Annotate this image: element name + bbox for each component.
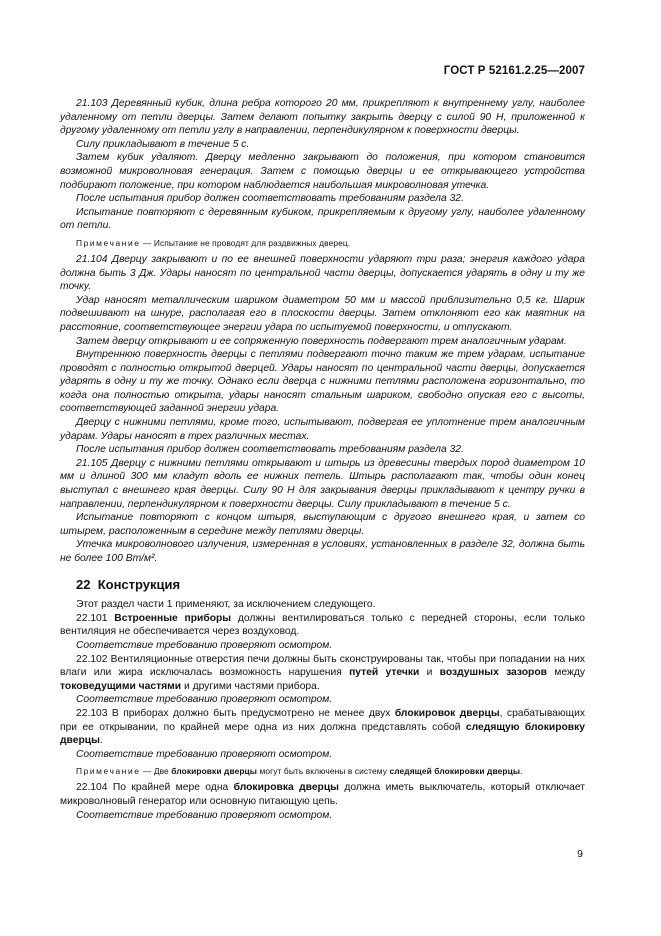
document-body bbox=[60, 97, 585, 822]
paragraph-21-103-repeat: Испытание повторяют с деревянным кубиком, прикрепляемым к другому углу, наиболее удаленному от петли. bbox=[60, 206, 585, 232]
paragraph-21-105-repeat: Испытание повторяют с концом штыря, выступающим с другого внешнего края, и затем со штырем, расположенным в середине между петлями дверцы. bbox=[60, 512, 585, 537]
clause-22-102 bbox=[60, 653, 585, 694]
compliance-check-22-102: Соответствие требованию проверяют осмотром. bbox=[76, 694, 333, 706]
defined-term: воздушных зазоров bbox=[439, 667, 547, 679]
clause-22-101 bbox=[60, 612, 585, 639]
note-sliding-doors bbox=[60, 237, 585, 249]
section-intro: Этот раздел части 1 применяют, за исключением следующего. bbox=[76, 599, 376, 611]
page-number: 9 bbox=[577, 848, 583, 860]
clause-number: 22.101 bbox=[76, 612, 108, 624]
paragraph-21-103-after-test: После испытания прибор должен соответствовать требованиям раздела 32. bbox=[76, 193, 464, 205]
clause-text: 22.104 По крайней мере одна bbox=[76, 782, 229, 794]
defined-term: блокировок дверцы bbox=[394, 707, 500, 719]
paragraph-21-104-mating-surface: Затем дверцу открывают и ее сопряженную поверхность подвергают трем аналогичным ударам. bbox=[76, 335, 567, 347]
clause-text: и bbox=[426, 667, 433, 679]
note-label: Примечание bbox=[76, 237, 141, 248]
standard-header: ГОСТ Р 52161.2.25—2007 bbox=[443, 65, 585, 77]
defined-term: токоведущими частями bbox=[60, 680, 182, 692]
defined-term: Встроенные приборы bbox=[114, 612, 232, 624]
paragraph-21-104-seal: Дверцу с нижними петлями, кроме того, испытывают, подвергая ее уплотнение трем аналогичным ударам. Удары наносят в трех различных местах. bbox=[60, 417, 585, 442]
clause-text: должна иметь выключатель, который отключает микроволновый генератор или основную питающую цепь. bbox=[60, 782, 585, 807]
paragraph-21-103-procedure: Затем кубик удаляют. Дверцу медленно закрывают до положения, при котором становится возможной микроволновая генерация. Затем с помощью дверцы и ее открывающего устройства подбирают положение, при котором наблюдается наибольшая микроволновая утечка. bbox=[60, 152, 585, 191]
clause-text: 22.103 В приборах должно быть предусмотрено не менее двух bbox=[76, 707, 391, 719]
clause-text: и другими частями прибора. bbox=[183, 680, 320, 692]
note-text: могут быть включены в систему bbox=[259, 766, 388, 777]
note-door-interlocks bbox=[60, 765, 585, 777]
section-title: Конструкция bbox=[97, 576, 181, 592]
paragraph-21-104-after-test: После испытания прибор должен соответствовать требованиям раздела 32. bbox=[76, 444, 464, 456]
compliance-check-22-104: Соответствие требованию проверяют осмотром. bbox=[76, 809, 333, 821]
paragraph-21-105: 21.105 Дверцу с нижними петлями открывают и штырь из древесины твердых пород диаметром 10 мм и длиной 300 мм кладут вдоль ее нижних петель. Штырь располагают так, чтобы один конец выступал с внешнего края дверцы. Силу 90 Н для закрывания дверцы прикладывают к центру ручки в направлении, перпендикулярном к поверхности дверцы. Силу прикладывают в течение 5 с. bbox=[60, 457, 585, 510]
compliance-check-22-101: Соответствие требованию проверяют осмотром. bbox=[76, 639, 333, 651]
defined-term: путей утечки bbox=[349, 667, 420, 679]
note-text: — Две bbox=[142, 766, 169, 777]
clause-text: должны вентилироваться только с передней стороны, если только вентиляция не обеспечивается через воздуховод. bbox=[60, 612, 585, 638]
paragraph-21-104-inner-surface: Внутреннюю поверхность дверцы с петлями подвергают точно таким же трем ударам, испытание проводят с полностью открытой дверцей. Удары наносят по центральной части дверцы, допускается ударять в одну и ту же точку. Однако если дверца с нижними петлями расположена горизонтально, то когда она полностью открыта, удары наносят стальным шариком, свободно опуская его с высоты, соответствующей заданной энергии удара. bbox=[60, 349, 585, 415]
clause-22-104 bbox=[60, 781, 585, 808]
defined-term: блокировки дверцы bbox=[171, 766, 258, 777]
clause-text: 22.102 Вентиляционные отверстия печи должны быть сконструированы так, чтобы при попадании на них влаги или жира исключалась возможность нарушения bbox=[60, 653, 585, 679]
paragraph-21-105-leakage: Утечка микроволнового излучения, измеренная в условиях, установленных в разделе 32, должна быть не более 100 Вт/м². bbox=[60, 539, 585, 564]
section-number: 22 bbox=[76, 576, 91, 592]
paragraph-21-103-duration: Силу прикладывают в течение 5 с. bbox=[76, 138, 250, 150]
note-text: — Испытание не проводят для раздвижных дверец. bbox=[142, 237, 351, 248]
clause-text: . bbox=[99, 735, 103, 747]
note-text: . bbox=[520, 766, 523, 777]
paragraph-21-103: 21.103 Деревянный кубик, длина ребра которого 20 мм, прикрепляют к внутреннему углу, наиболее удаленному от петли дверцы. Затем делают попытку закрыть дверцу с силой 90 Н, приложенной к другому удаленному от петли углу в направлении, перпендикулярном к поверхности дверцы. bbox=[60, 98, 585, 137]
clause-text: между bbox=[554, 667, 585, 679]
section-heading bbox=[60, 578, 585, 592]
compliance-check-22-103: Соответствие требованию проверяют осмотром. bbox=[76, 748, 333, 760]
clause-text: , срабатывающих при ее открывании, по крайней мере одна из них должна представлять собой bbox=[60, 707, 585, 733]
defined-term: следящей блокировки дверцы bbox=[389, 766, 521, 777]
defined-term: блокировка дверцы bbox=[233, 782, 339, 794]
clause-22-103 bbox=[60, 707, 585, 748]
note-label: Примечание bbox=[76, 766, 141, 777]
paragraph-21-104: 21.104 Дверцу закрывают и по ее внешней поверхности ударяют три раза; энергия каждого удара должна быть 3 Дж. Удары наносят по центральной части дверцы, допускается ударять в одну и ту же точку. bbox=[60, 253, 585, 293]
defined-term: следящую блокировку дверцы bbox=[60, 721, 585, 747]
paragraph-21-104-ball: Удар наносят металлическим шариком диаметром 50 мм и массой приблизительно 0,5 кг. Шарик подвешивают на шнуре, располагая его в плоскости дверцы. Затем отклоняют его как маятник на расстояние, соответствующее энергии удара по испытуемой поверхности, и отпускают. bbox=[60, 294, 585, 333]
